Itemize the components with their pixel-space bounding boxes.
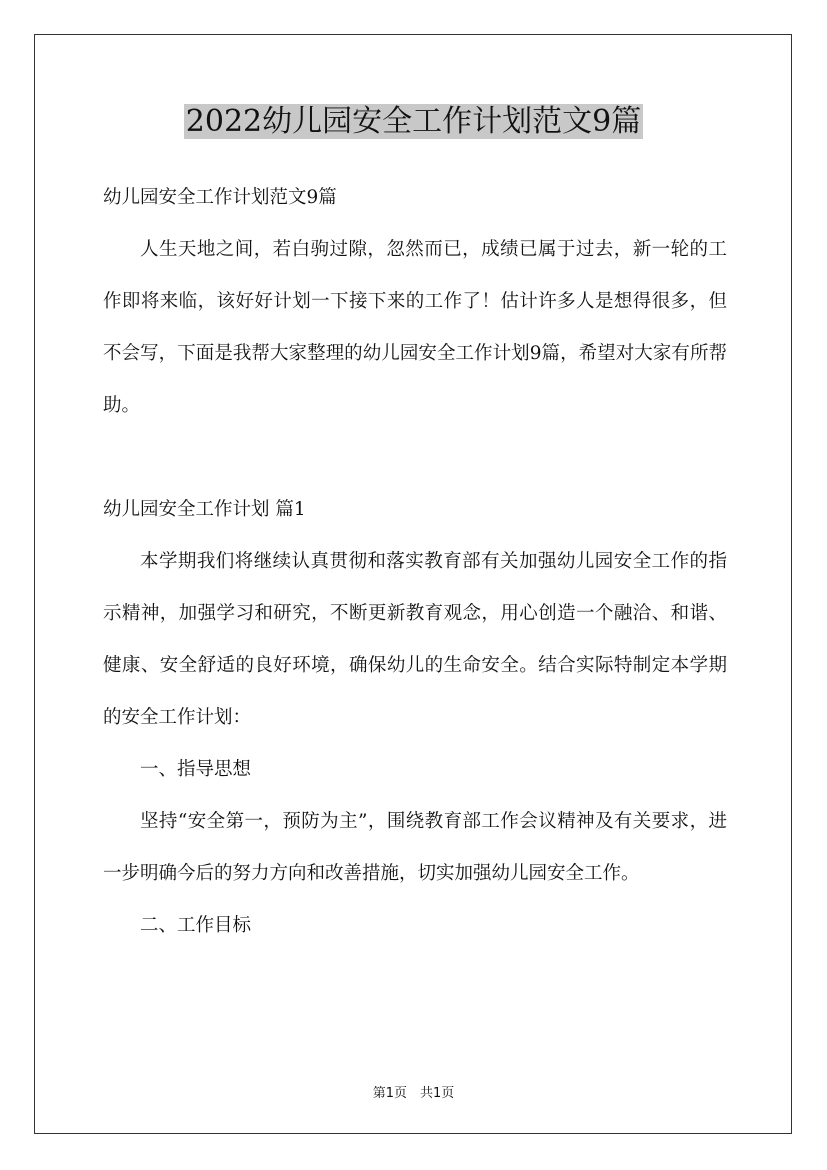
intro-paragraph: 人生天地之间，若白驹过隙，忽然而已，成绩已属于过去，新一轮的工作即将来临，该好好计划一下接下来的工作了！估计许多人是想得很多，但不会写，下面是我帮大家整理的幼儿园安全工作计划9篇，希望对大家有所帮助。 [103, 239, 727, 416]
document-title-text: 2022幼儿园安全工作计划范文9篇 [185, 104, 642, 139]
page-footer: 第1页 共1页 [372, 1086, 455, 1101]
document-title [0, 100, 827, 144]
guiding-ideology-paragraph: 坚持“安全第一，预防为主”，围绕教育部工作会议精神及有关要求，进一步明确今后的努力方向和改善措施，切实加强幼儿园安全工作。 [103, 811, 727, 884]
heading-guiding-ideology: 一、指导思想 [140, 759, 252, 780]
section-heading: 幼儿园安全工作计划 篇1 [103, 499, 306, 520]
heading-work-goals: 二、工作目标 [140, 915, 252, 936]
document-subtitle: 幼儿园安全工作计划范文9篇 [103, 187, 337, 208]
paragraph-gap [103, 432, 727, 484]
section-paragraph: 本学期我们将继续认真贯彻和落实教育部有关加强幼儿园安全工作的指示精神，加强学习和研究，不断更新教育观念，用心创造一个融洽、和谐、健康、安全舒适的良好环境，确保幼儿的生命安全。结合实际特制定本学期的安全工作计划： [103, 551, 727, 728]
document-body [103, 172, 727, 952]
